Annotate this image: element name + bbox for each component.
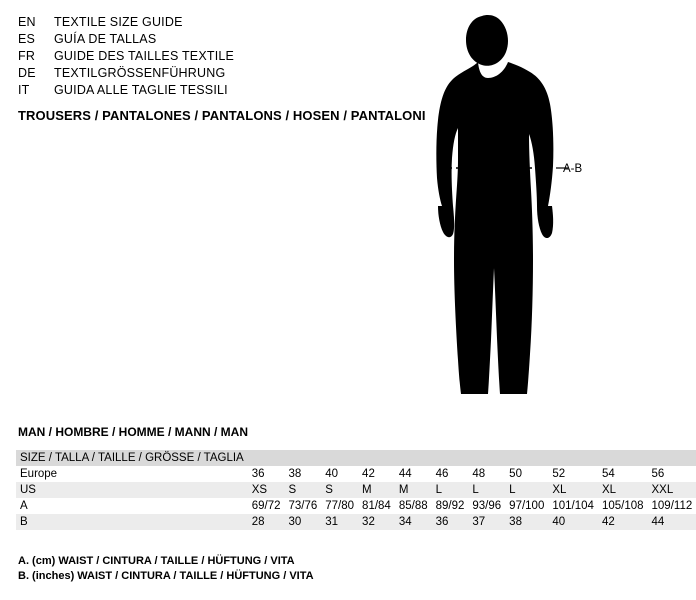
table-row (16, 466, 696, 482)
section-title: TROUSERS / PANTALONES / PANTALONS / HOSEN / PANTALONI (18, 108, 426, 123)
table-cell: 44 (651, 516, 665, 528)
table-row (16, 514, 696, 530)
table-cell: 36 (251, 468, 265, 480)
row-label-b: B (20, 516, 28, 528)
table-cell: L (509, 484, 516, 496)
language-row (18, 65, 418, 82)
table-cell: S (325, 484, 333, 496)
table-cell: 89/92 (435, 500, 465, 512)
table-cell: 40 (552, 516, 566, 528)
table-cell: 38 (288, 468, 302, 480)
table-cell: 38 (509, 516, 522, 528)
footnote-b: B. (inches) WAIST / CINTURA / TAILLE / HÜFTUNG / VITA (18, 570, 314, 582)
table-row (16, 482, 696, 498)
table-header-cell: SIZE / TALLA / TAILLE / GRÖSSE / TAGLIA (20, 452, 244, 464)
table-cell: 37 (472, 516, 486, 528)
table-cell: 109/112 (651, 500, 693, 512)
table-cell: 48 (472, 468, 486, 480)
table-header-cell (395, 450, 432, 466)
language-code-en: EN (18, 15, 36, 29)
language-text-it: GUIDA ALLE TAGLIE TESSILI (54, 83, 228, 97)
table-cell: 44 (398, 468, 412, 480)
table-cell: 97/100 (509, 500, 545, 512)
row-label-a: A (20, 500, 28, 512)
table-cell: 36 (435, 516, 449, 528)
measure-label-ab: A-B (563, 163, 583, 175)
language-row (18, 82, 418, 99)
table-header-cell (648, 450, 696, 466)
table-title: MAN / HOMBRE / HOMME / MANN / MAN (18, 425, 248, 439)
table-cell: 81/84 (362, 500, 391, 512)
table-cell: 93/96 (472, 500, 502, 512)
table-cell: 42 (362, 468, 375, 480)
table-cell: 42 (601, 516, 615, 528)
table-header-cell (432, 450, 469, 466)
table-cell: L (435, 484, 443, 496)
row-label-us: US (20, 484, 36, 496)
footnotes (18, 554, 314, 584)
table-cell: M (362, 484, 372, 496)
language-text-es: GUÍA DE TALLAS (54, 32, 157, 46)
table-cell: S (288, 484, 297, 496)
table-row (16, 498, 696, 514)
table-cell: 54 (601, 468, 615, 480)
row-label-europe: Europe (20, 468, 58, 480)
table-cell: 46 (435, 468, 449, 480)
language-code-es: ES (18, 32, 36, 46)
table-cell: 32 (362, 516, 375, 528)
man-silhouette-icon (420, 10, 590, 410)
table-cell: 50 (509, 468, 522, 480)
table-header-cell (505, 450, 548, 466)
table-cell: XL (552, 484, 567, 496)
table-header-cell (284, 450, 321, 466)
table-cell: 56 (651, 468, 665, 480)
table-header-cell (321, 450, 358, 466)
table-cell: M (398, 484, 409, 496)
table-cell: 31 (325, 516, 339, 528)
language-header-block (18, 14, 418, 99)
table-cell: 69/72 (251, 500, 281, 512)
table-cell: 28 (251, 516, 265, 528)
language-text-de: TEXTILGRÖSSENFÜHRUNG (54, 66, 226, 80)
table-cell: L (472, 484, 479, 496)
language-code-it: IT (18, 83, 30, 97)
table-header-cell (468, 450, 505, 466)
table-cell: 77/80 (325, 500, 355, 512)
table-header-cell (358, 450, 395, 466)
language-text-fr: GUIDE DES TAILLES TEXTILE (54, 49, 235, 63)
table-cell: XL (601, 484, 617, 496)
table-cell: 73/76 (288, 500, 318, 512)
table-cell: 40 (325, 468, 339, 480)
table-cell: 85/88 (398, 500, 428, 512)
language-row (18, 48, 418, 65)
footnote-a: A. (cm) WAIST / CINTURA / TAILLE / HÜFTUNG / VITA (18, 555, 295, 567)
language-code-de: DE (18, 66, 36, 80)
table-cell: 105/108 (601, 500, 644, 512)
table-cell: 101/104 (552, 500, 594, 512)
size-table (16, 450, 696, 530)
table-header-cell (548, 450, 598, 466)
table-header-cell (598, 450, 648, 466)
table-cell: XS (251, 484, 268, 496)
table-cell: 30 (288, 516, 302, 528)
table-cell: 34 (398, 516, 412, 528)
language-code-fr: FR (18, 49, 36, 63)
table-header-cell (248, 450, 285, 466)
language-text-en: TEXTILE SIZE GUIDE (54, 15, 183, 29)
table-cell: 52 (552, 468, 566, 480)
figure-silhouette (420, 10, 590, 410)
language-row (18, 14, 418, 31)
table-cell: XXL (651, 484, 674, 496)
table-header-row (16, 450, 696, 466)
language-row (18, 31, 418, 48)
